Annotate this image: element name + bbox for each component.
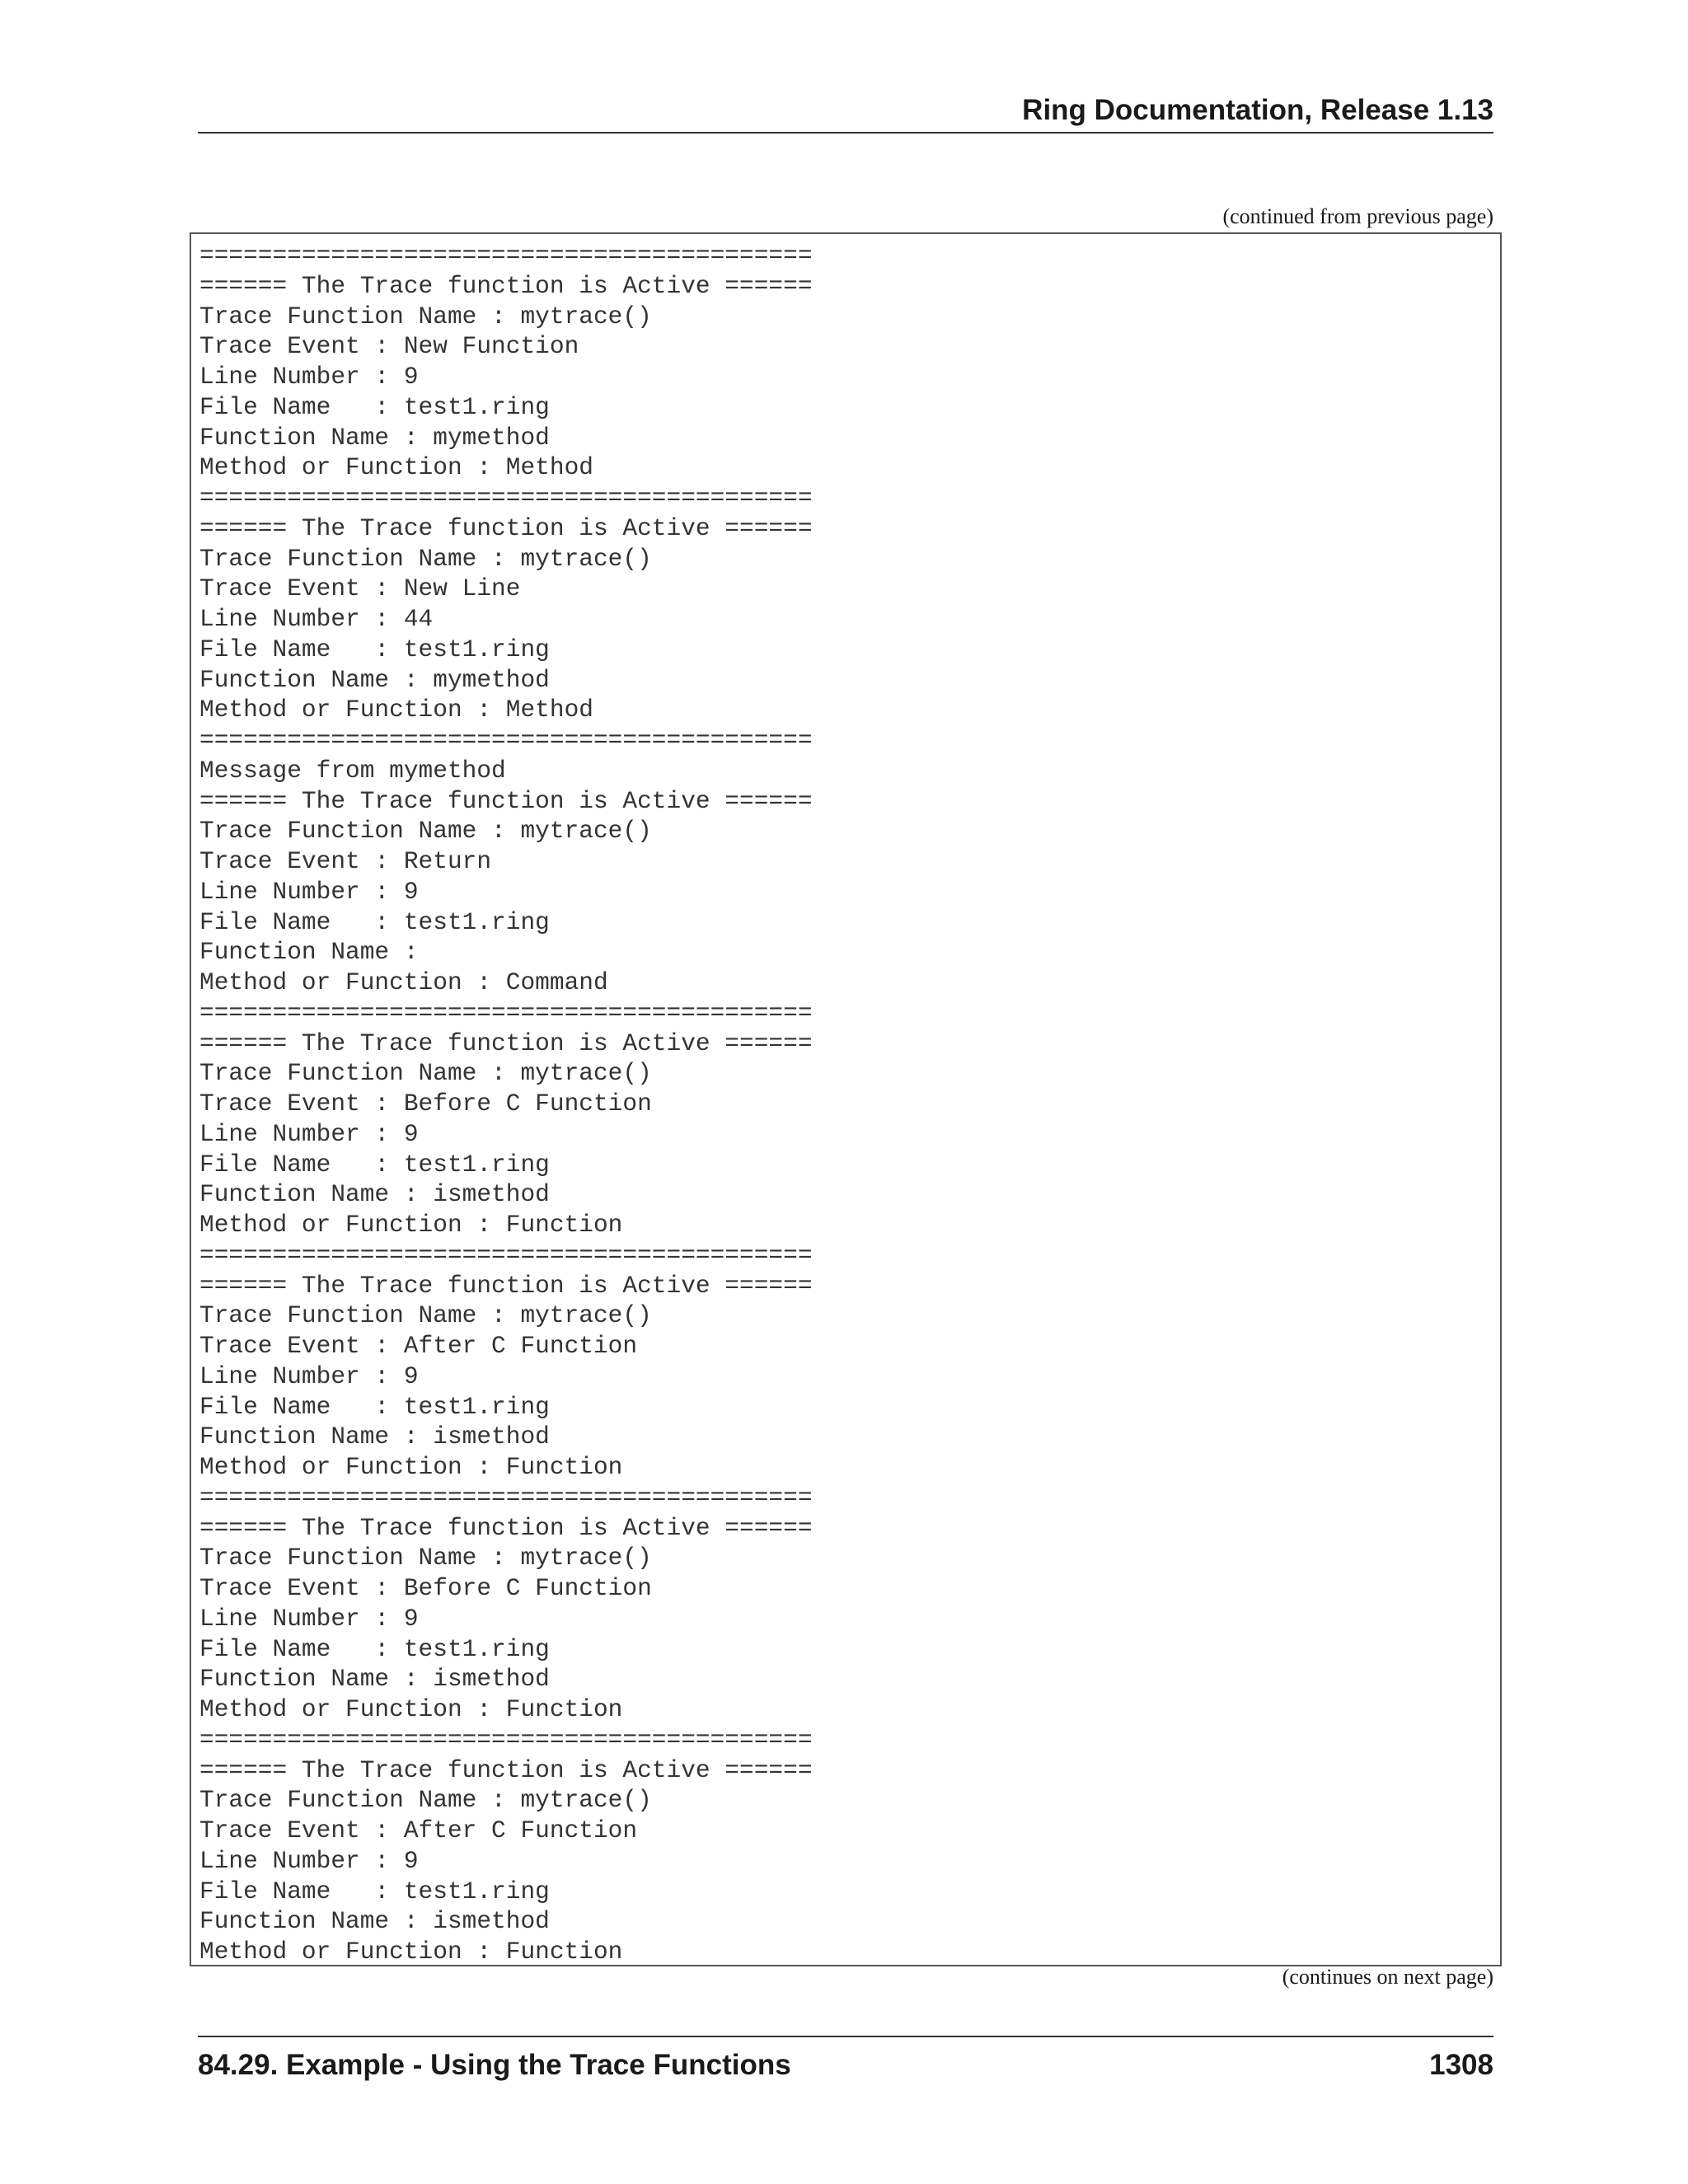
code-line: Method or Function : Function (199, 1695, 623, 1723)
code-line: File Name : test1.ring (199, 1877, 550, 1905)
code-lines (199, 241, 813, 1967)
code-line: Method or Function : Function (199, 1453, 623, 1481)
code-line: File Name : test1.ring (199, 392, 550, 421)
code-line: ========================================== (199, 484, 813, 512)
code-line: ====== The Trace function is Active ====== (199, 1271, 813, 1300)
code-line: Method or Function : Method (199, 453, 593, 482)
code-line: Function Name : (199, 938, 419, 967)
code-line: Trace Event : New Line (199, 574, 521, 603)
code-line: ====== The Trace function is Active ====== (199, 513, 813, 542)
code-line: File Name : test1.ring (199, 907, 550, 936)
continued-from-note: (continued from previous page) (1222, 204, 1493, 228)
code-line: Method or Function : Command (199, 968, 608, 996)
code-block (190, 232, 1502, 1966)
code-line: Trace Event : Return (199, 847, 492, 875)
page-number: 1308 (1429, 2049, 1493, 2081)
code-line: ========================================== (199, 1240, 813, 1269)
code-line: ========================================== (199, 998, 813, 1027)
code-line: Method or Function : Method (199, 696, 593, 724)
code-line: Trace Function Name : mytrace() (199, 1786, 652, 1815)
code-line: Trace Event : After C Function (199, 1816, 638, 1844)
code-line: Trace Event : Before C Function (199, 1574, 652, 1602)
code-line: Line Number : 44 (199, 605, 434, 633)
code-line: File Name : test1.ring (199, 1634, 550, 1663)
code-line: Function Name : ismethod (199, 1907, 550, 1936)
code-line: File Name : test1.ring (199, 1150, 550, 1179)
code-line: Trace Function Name : mytrace() (199, 1059, 652, 1088)
code-line: File Name : test1.ring (199, 1392, 550, 1421)
code-line: Trace Function Name : mytrace() (199, 544, 652, 573)
code-line: ====== The Trace function is Active ====== (199, 271, 813, 300)
code-line: Function Name : ismethod (199, 1665, 550, 1694)
code-line: Line Number : 9 (199, 363, 419, 391)
code-line: Message from mymethod (199, 756, 506, 785)
section-title: 84.29. Example - Using the Trace Functions (198, 2049, 791, 2081)
code-line: ========================================== (199, 726, 813, 754)
code-line: Line Number : 9 (199, 877, 419, 906)
continues-on-note: (continues on next page) (1282, 1965, 1493, 1989)
code-line: Trace Function Name : mytrace() (199, 1544, 652, 1572)
code-line: Trace Function Name : mytrace() (199, 817, 652, 846)
document-title: Ring Documentation, Release 1.13 (1022, 94, 1493, 126)
code-line: Function Name : mymethod (199, 423, 550, 452)
code-line: Function Name : ismethod (199, 1422, 550, 1451)
code-line: ====== The Trace function is Active ====== (199, 1755, 813, 1784)
code-line: ========================================== (199, 241, 813, 269)
page-header (198, 92, 1493, 134)
code-line: Line Number : 9 (199, 1604, 419, 1633)
code-line: ====== The Trace function is Active ====== (199, 1513, 813, 1542)
code-line: Trace Event : After C Function (199, 1332, 638, 1360)
code-line: Trace Event : Before C Function (199, 1090, 652, 1118)
code-line: ========================================== (199, 1725, 813, 1754)
code-line: Function Name : mymethod (199, 665, 550, 694)
code-line: ====== The Trace function is Active ====== (199, 1029, 813, 1057)
code-line: Function Name : ismethod (199, 1180, 550, 1209)
code-line: Trace Function Name : mytrace() (199, 302, 652, 330)
code-line: Line Number : 9 (199, 1361, 419, 1390)
code-line: Trace Function Name : mytrace() (199, 1301, 652, 1330)
page-footer (198, 2036, 1493, 2090)
code-line: File Name : test1.ring (199, 635, 550, 663)
code-line: ====== The Trace function is Active ====== (199, 786, 813, 815)
code-line: ========================================== (199, 1483, 813, 1511)
code-line: Trace Event : New Function (199, 332, 579, 361)
code-line: Method or Function : Function (199, 1211, 623, 1239)
code-line: Line Number : 9 (199, 1119, 419, 1148)
code-line: Line Number : 9 (199, 1846, 419, 1875)
code-line: Method or Function : Function (199, 1938, 623, 1966)
